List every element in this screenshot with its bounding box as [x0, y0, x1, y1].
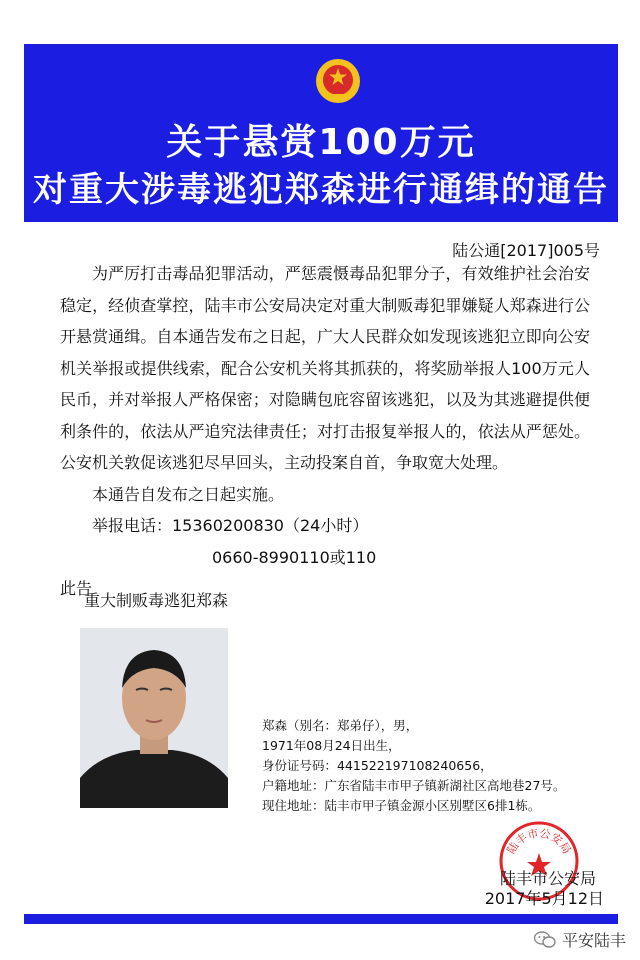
- header-banner: [24, 44, 618, 222]
- notice-body: [60, 258, 590, 605]
- seal-text: 陆丰市公安局: [504, 826, 574, 857]
- suspect-id-number: 身份证号码：441522197108240656，: [262, 758, 493, 773]
- suspect-domicile: 户籍地址：广东省陆丰市甲子镇新湖社区高地巷27号。: [262, 778, 566, 793]
- photo-caption: 重大制贩毒逃犯郑森: [84, 591, 229, 610]
- closing-text: 此告: [60, 579, 93, 598]
- hotline-primary: 举报电话：15360200830（24小时）: [92, 516, 369, 535]
- issuing-authority: 陆丰市公安局: [499, 869, 596, 888]
- suspect-info: [262, 716, 565, 816]
- hotline-secondary: 0660-8990110或110: [212, 547, 377, 567]
- wechat-icon: [534, 931, 556, 949]
- title-line-2: 对重大涉毒逃犯郑森进行通缉的通告: [33, 170, 609, 210]
- issue-date: 2017年5月12日: [484, 889, 604, 908]
- suspect-photo: [80, 628, 228, 808]
- document-number: 陆公通[2017]005号: [452, 241, 600, 260]
- watermark: [534, 928, 626, 951]
- footer-bar: [24, 914, 618, 924]
- notice-paragraph: 为严厉打击毒品犯罪活动，严惩震慑毒品犯罪分子，有效维护社会治安稳定，经侦查掌控，陆丰市公安局决定对重大制贩毒犯罪嫌疑人郑森进行公开悬赏通缉。自本通告发布之日起，广大人民群众如发现该逃犯立即向公安机关举报或提供线索，配合公安机关将其抓获的，将奖励举报人100万元人民币，并对举报人严格保密；对隐瞒包庇容留该逃犯，以及为其逃避提供便利条件的，依法从严追究法律责任；对打击报复举报人的，依法从严惩处。公安机关敦促该逃犯尽早回头，主动投案自首，争取宽大处理。: [60, 264, 590, 472]
- police-emblem-icon: [314, 56, 362, 106]
- suspect-birth: 1971年08月24日出生，: [262, 738, 401, 753]
- suspect-name: 郑森（别名：郑弟仔），男，: [262, 718, 419, 733]
- effective-statement: 本通告自发布之日起实施。: [92, 484, 285, 504]
- watermark-text: 平安陆丰: [561, 931, 626, 950]
- suspect-current-address: 现住地址：陆丰市甲子镇金源小区别墅区6排1栋。: [262, 798, 541, 813]
- title-line-1: 关于悬赏100万元: [166, 122, 476, 163]
